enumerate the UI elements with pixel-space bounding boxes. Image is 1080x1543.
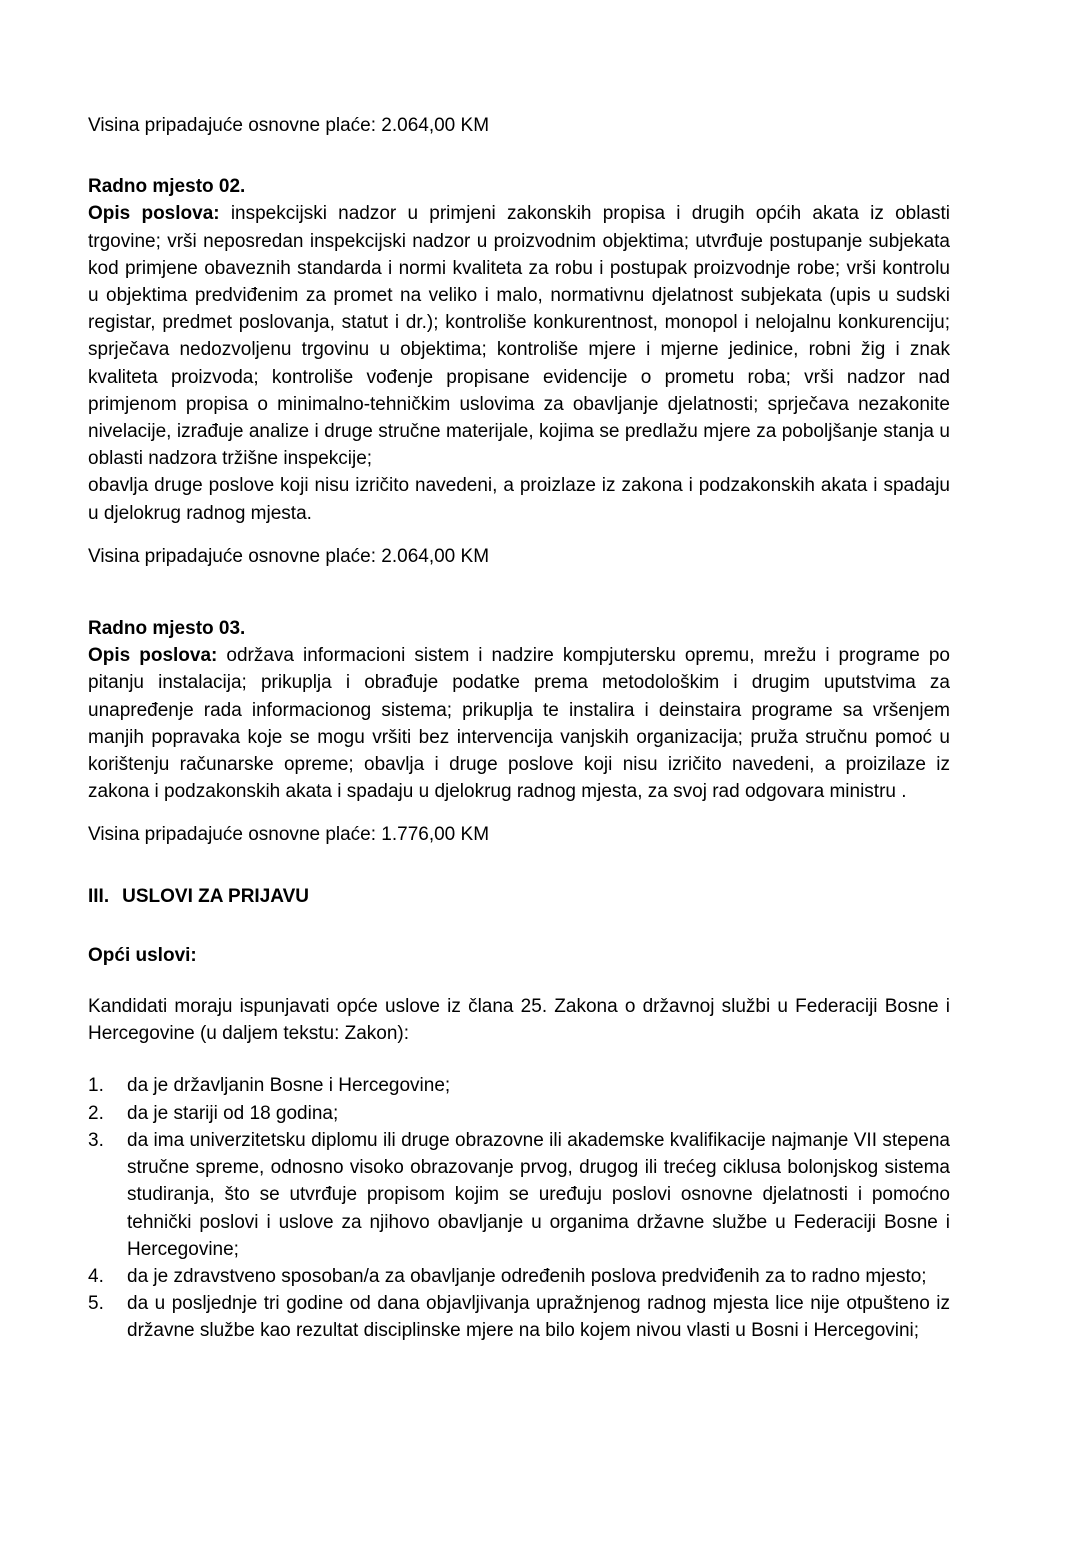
condition-item <box>88 1072 950 1099</box>
section-number: III. <box>88 885 110 907</box>
general-conditions-heading: Opći uslovi: <box>88 944 197 966</box>
job-03-salary-line: Visina pripadajuće osnovne plaće: 1.776,00 KM <box>88 824 490 846</box>
conditions-list <box>88 1072 950 1344</box>
job-title-02: Radno mjesto 02. <box>88 176 246 198</box>
job-03-description-label: Opis poslova: <box>88 645 218 667</box>
section-title: USLOVI ZA PRIJAVU <box>122 885 309 907</box>
job-02-salary-line: Visina pripadajuće osnovne plaće: 2.064,00 KM <box>88 545 490 567</box>
job-title-03: Radno mjesto 03. <box>88 618 246 640</box>
job-02-description-label: Opis poslova: <box>88 203 220 225</box>
condition-number: 1. <box>88 1075 104 1097</box>
condition-text: da je zdravstveno sposoban/a za obavljanje određenih poslova predviđenih za to radno mjesto; <box>127 1265 927 1287</box>
job-03-description-text: održava informacioni sistem i nadzire kompjutersku opremu, mrežu i programe po pitanju instalacija; prikuplja i obrađuje podatke prema metodološkim i drugim uputstvima za unapređenje rada informacionog sistema; prikuplja te instalira i deinstaira programe sa vršenjem manjih popravaka koje se mogu vršiti bez intervencija vanjskih organizacija; pruža stručnu pomoć u korištenju računarske opreme; obavlja i druge poslove koji nisu izričito navedeni, a proizilaze iz zakona i podzakonskih akata i spadaju u djelokrug radnog mjesta, za svoj rad odgovara ministru . <box>88 645 950 803</box>
document-page <box>88 0 950 1345</box>
salary-intro-line: Visina pripadajuće osnovne plaće: 2.064,00 KM <box>88 115 490 136</box>
section-heading-uslovi-za-prijavu <box>88 883 950 910</box>
condition-text: da u posljednje tri godine od dana objavljivanja upražnjenog radnog mjesta lice nije otpušteno iz državne službe kao rezultat disciplinske mjere na bilo kojem nivou vlasti u Bosni i Hercegovini; <box>127 1293 950 1342</box>
condition-number: 4. <box>88 1265 104 1287</box>
condition-number: 2. <box>88 1102 104 1124</box>
condition-item <box>88 1100 950 1127</box>
general-conditions-intro: Kandidati moraju ispunjavati opće uslove iz člana 25. Zakona o državnoj službi u Federaciji Bosne i Hercegovine (u daljem tekstu: Zakon): <box>88 996 950 1045</box>
condition-number: 3. <box>88 1129 104 1151</box>
condition-item <box>88 1263 950 1290</box>
condition-number: 5. <box>88 1293 104 1315</box>
job-02-description-text-part2: obavlja druge poslove koji nisu izričito navedeni, a proizlaze iz zakona i podzakonskih akata i spadaju u djelokrug radnog mjesta. <box>88 475 950 524</box>
condition-item <box>88 1290 950 1344</box>
condition-text: da ima univerzitetsku diplomu ili druge obrazovne ili akademske kvalifikacije najmanje VII stepena stručne spreme, odnosno visoko obrazovanje prvog, drugog ili trećeg ciklusa bolonjskog sistema studiranja, što se utvrđuje propisom kojim se uređuju poslovi osnovne djelatnosti i pomoćno tehnički poslovi i uslove za njihovo obavljanje u organima državne službe u Federaciji Bosne i Hercegovine; <box>127 1129 950 1260</box>
job-02-description-text-part1: inspekcijski nadzor u primjeni zakonskih propisa i drugih općih akata iz oblasti trgovine; vrši neposredan inspekcijski nadzor u proizvodnim objektima; utvrđuje postupanje subjekata kod primjene obaveznih standarda i normi kvaliteta za robu i postupak proizvodnje robe; vrši kontrolu u objektima predviđenim za promet na veliko i malo, normativnu djelatnost subjekata (upis u sudski registar, predmet poslovanja, statut i dr.); kontroliše konkurentnost, monopol i nelojalnu konkurenciju; sprječava nedozvoljenu trgovinu u objektima; kontroliše mjere i mjerne jedinice, robni žig i znak kvaliteta proizvoda; kontroliše vođenje propisane evidencije o prometu roba; vrši nadzor nad primjenom propisa o minimalno-tehničkim uslovima za obavljanje djelatnosti; sprječava nezakonite nivelacije, izrađuje analize i druge stručne materijale, kojima se predlažu mjere za poboljšanje stanja u oblasti nadzora tržišne inspekcije; <box>88 203 951 470</box>
job-03-description <box>88 642 950 805</box>
condition-item <box>88 1127 950 1263</box>
condition-text: da je državljanin Bosne i Hercegovine; <box>127 1075 451 1097</box>
job-02-description <box>88 200 950 526</box>
condition-text: da je stariji od 18 godina; <box>127 1102 339 1124</box>
